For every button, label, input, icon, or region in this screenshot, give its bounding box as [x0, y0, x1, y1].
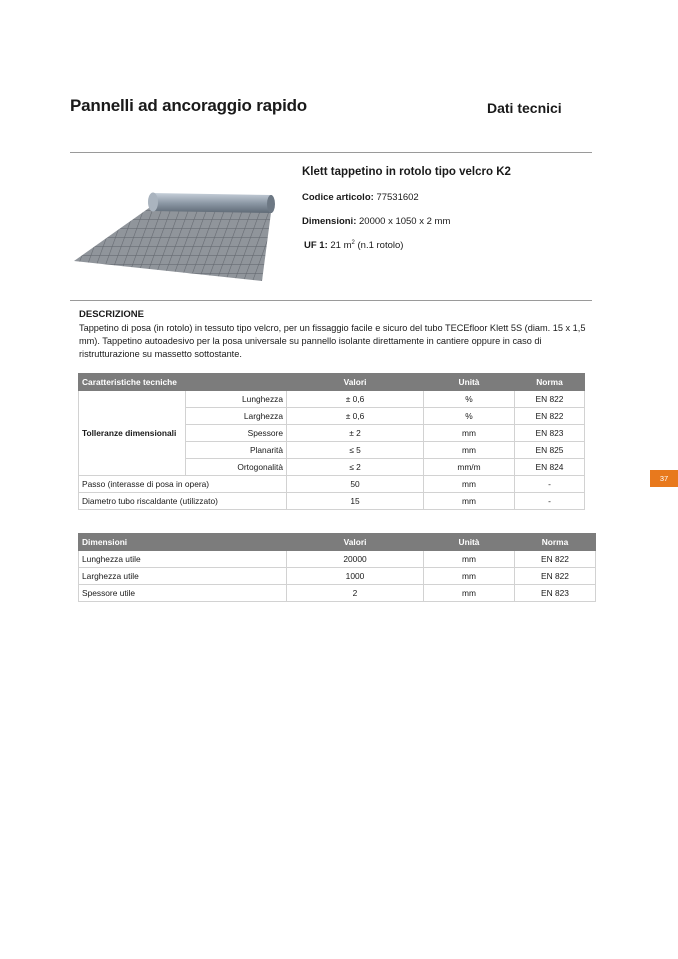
row-label: Lunghezza utile	[79, 551, 287, 568]
row-unit: mm	[424, 442, 515, 459]
row-norm: EN 823	[515, 585, 596, 602]
product-name: Klett tappetino in rotolo tipo velcro K2	[302, 166, 511, 178]
row-unit: mm/m	[424, 459, 515, 476]
row-label: Planarità	[186, 442, 287, 459]
row-value: 1000	[287, 568, 424, 585]
header-values: Valori	[287, 374, 424, 391]
row-norm: EN 822	[515, 391, 585, 408]
tolerance-group-label: Tolleranze dimensionali	[79, 391, 186, 476]
table-header-row	[79, 374, 585, 391]
row-value: 50	[287, 476, 424, 493]
header-characteristics: Caratteristiche tecniche	[79, 374, 287, 391]
row-label: Spessore	[186, 425, 287, 442]
row-value: ≤ 2	[287, 459, 424, 476]
row-unit: mm	[424, 568, 515, 585]
row-value: ± 2	[287, 425, 424, 442]
row-unit: mm	[424, 493, 515, 510]
row-value: ± 0,6	[287, 391, 424, 408]
row-unit: mm	[424, 551, 515, 568]
section-title: Dati tecnici	[487, 100, 562, 116]
row-unit: %	[424, 391, 515, 408]
row-label: Spessore utile	[79, 585, 287, 602]
header-unit: Unità	[424, 534, 515, 551]
row-label: Larghezza	[186, 408, 287, 425]
row-label: Ortogonalità	[186, 459, 287, 476]
header-norm: Norma	[515, 534, 596, 551]
row-norm: -	[515, 476, 585, 493]
row-value: 15	[287, 493, 424, 510]
header-dimensions: Dimensioni	[79, 534, 287, 551]
article-code: Codice articolo: 77531602	[302, 192, 419, 203]
row-norm: EN 824	[515, 459, 585, 476]
row-label: Lunghezza	[186, 391, 287, 408]
header-unit: Unità	[424, 374, 515, 391]
table-row	[79, 391, 585, 408]
description-heading: DESCRIZIONE	[79, 309, 144, 320]
row-unit: mm	[424, 425, 515, 442]
header-values: Valori	[287, 534, 424, 551]
header-norm: Norma	[515, 374, 585, 391]
row-norm: -	[515, 493, 585, 510]
row-value: 20000	[287, 551, 424, 568]
row-unit: mm	[424, 476, 515, 493]
table-row	[79, 551, 596, 568]
table-row	[79, 568, 596, 585]
row-label: Larghezza utile	[79, 568, 287, 585]
technical-characteristics-table	[78, 373, 585, 510]
table-row	[79, 476, 585, 493]
page-number-tab: 37	[650, 470, 678, 487]
row-norm: EN 822	[515, 568, 596, 585]
description-text: Tappetino di posa (in rotolo) in tessuto tipo velcro, per un fissaggio facile e sicuro del tubo TECEfloor Klett 5S (diam. 15 x 1,5 mm). Tappetino autoadesivo per la posa universale su pannello isolante direttamente in cantiere oppure in caso di ristrutturazione su massetto sottostante.	[79, 323, 586, 359]
row-norm: EN 823	[515, 425, 585, 442]
row-value: 2	[287, 585, 424, 602]
row-norm: EN 825	[515, 442, 585, 459]
row-norm: EN 822	[515, 551, 596, 568]
table-row	[79, 493, 585, 510]
row-label: Diametro tubo riscaldante (utilizzato)	[79, 493, 287, 510]
product-image-velcro-roll	[72, 183, 282, 283]
row-norm: EN 822	[515, 408, 585, 425]
page-title: Pannelli ad ancoraggio rapido	[70, 96, 307, 115]
row-value: ≤ 5	[287, 442, 424, 459]
divider	[70, 300, 592, 301]
table-row	[79, 585, 596, 602]
row-label: Passo (interasse di posa in opera)	[79, 476, 287, 493]
divider	[70, 152, 592, 153]
row-unit: %	[424, 408, 515, 425]
row-unit: mm	[424, 585, 515, 602]
product-dimensions: Dimensioni: 20000 x 1050 x 2 mm	[302, 216, 451, 227]
product-uf: UF 1: 21 $m^2$ (n.1 rotolo)	[304, 240, 404, 252]
dimensions-table	[78, 533, 596, 602]
table-header-row	[79, 534, 596, 551]
row-value: ± 0,6	[287, 408, 424, 425]
